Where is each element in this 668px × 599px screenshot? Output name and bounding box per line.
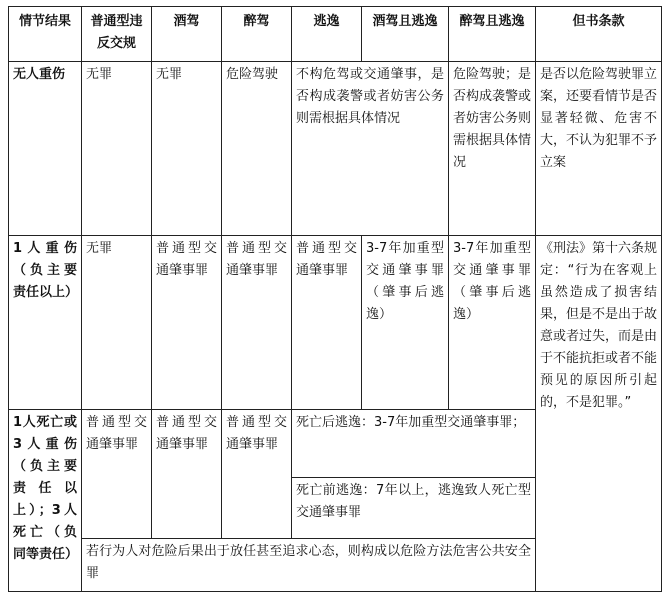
header-cell: 情节结果 <box>9 7 82 62</box>
table-row-no-injury <box>9 62 662 236</box>
table-cell: 无罪 <box>82 62 152 236</box>
header-row <box>9 7 662 62</box>
proviso-cell: 《刑法》第十六条规定：“行为在客观上虽然造成了损害结果，但是不是出于故意或者过失，而是由于不能抗拒或者不能预见的原因所引起的，不是犯罪。” <box>536 236 662 592</box>
table-cell: 3-7年加重型交通肇事罪（肇事后逃逸） <box>449 236 536 410</box>
header-cell: 酒驾且逃逸 <box>362 7 449 62</box>
header-cell: 逃逸 <box>292 7 362 62</box>
table-cell: 普通型交通肇事罪 <box>152 236 222 410</box>
table-cell: 若行为人对危险后果出于放任甚至追求心态，则构成以危险方法危害公共安全罪 <box>82 538 536 591</box>
table-cell: 死亡前逃逸：7年以上，逃逸致人死亡型交通肇事罪 <box>292 477 536 538</box>
header-cell: 醉驾且逃逸 <box>449 7 536 62</box>
table-row-serious-injury <box>9 236 662 410</box>
row-label: 无人重伤 <box>9 62 82 236</box>
table-cell: 死亡后逃逸：3-7年加重型交通肇事罪； <box>292 410 536 477</box>
table-cell: 普通型交通肇事罪 <box>152 410 222 538</box>
table-cell: 不构危驾或交通肇事，是否构成袭警或者妨害公务则需根据具体情况 <box>292 62 449 236</box>
table-cell: 3-7年加重型交通肇事罪（肇事后逃逸） <box>362 236 449 410</box>
offense-table <box>8 6 662 592</box>
header-cell: 酒驾 <box>152 7 222 62</box>
table-cell: 无罪 <box>152 62 222 236</box>
table-cell: 普通型交通肇事罪 <box>292 236 362 410</box>
header-cell: 醉驾 <box>222 7 292 62</box>
row-label: 1人死亡或3人重伤（负主要责任以上）；3人死亡（负同等责任） <box>9 410 82 592</box>
table-cell: 危险驾驶 <box>222 62 292 236</box>
row-label: 1人重伤（负主要责任以上） <box>9 236 82 410</box>
table-cell: 普通型交通肇事罪 <box>222 236 292 410</box>
table-cell: 危险驾驶；是否构成袭警或者妨害公务则需根据具体情况 <box>449 62 536 236</box>
table-cell: 普通型交通肇事罪 <box>82 410 152 538</box>
table-cell: 普通型交通肇事罪 <box>222 410 292 538</box>
header-cell: 普通型违反交规 <box>82 7 152 62</box>
header-cell: 但书条款 <box>536 7 662 62</box>
table-cell: 无罪 <box>82 236 152 410</box>
proviso-cell: 是否以危险驾驶罪立案，还要看情节是否显著轻微、危害不大，不认为犯罪不予立案 <box>536 62 662 236</box>
